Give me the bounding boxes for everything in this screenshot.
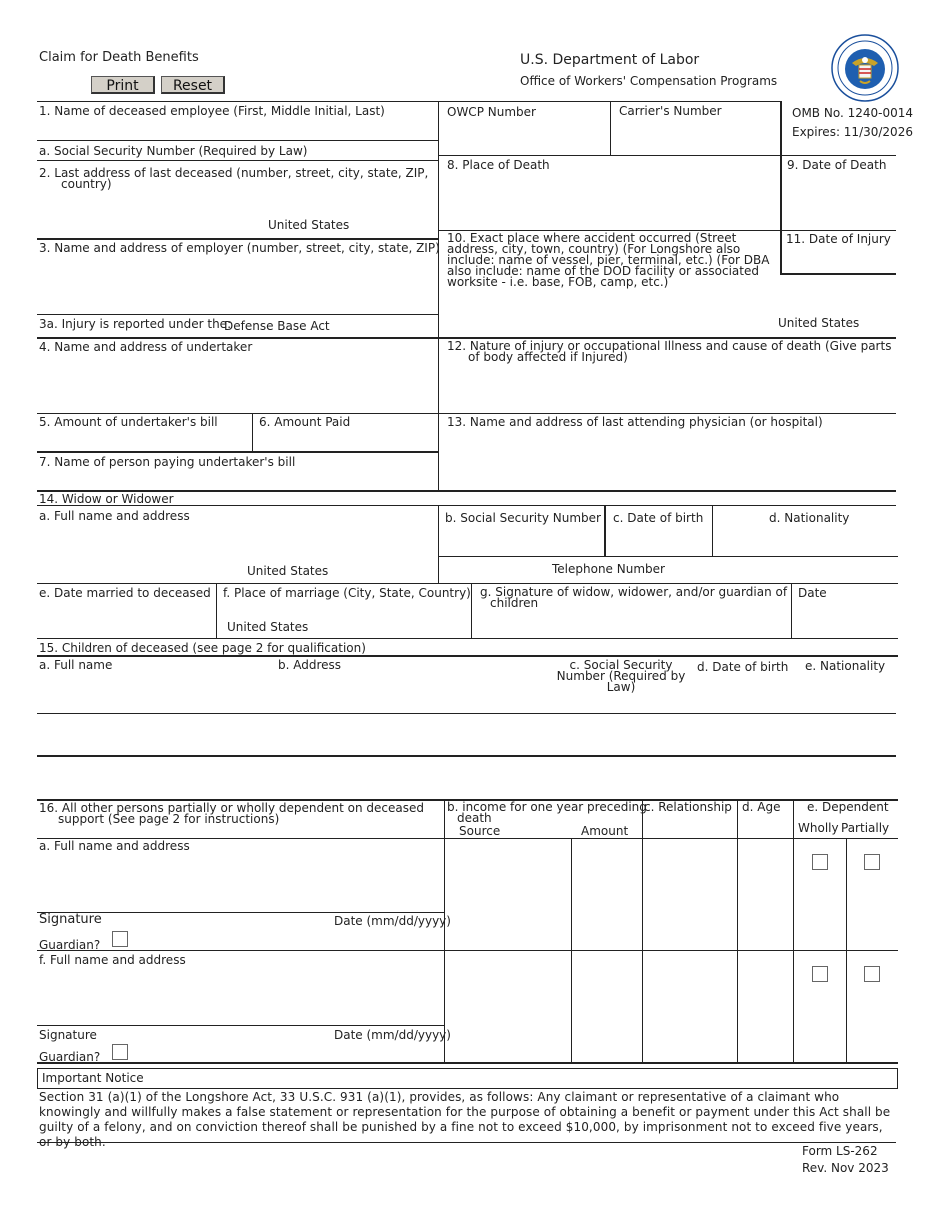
f14c-label: c. Date of birth <box>613 511 704 525</box>
partially-checkbox-1[interactable] <box>864 854 880 870</box>
f8-label: 8. Place of Death <box>447 158 550 172</box>
f16b-label: b. income for one year preceding death <box>447 800 647 825</box>
f16c-label: c. Relationship <box>644 800 732 814</box>
f15d-label: d. Date of birth <box>697 660 789 674</box>
important-notice-title: Important Notice <box>42 1071 144 1085</box>
f14d-label: d. Nationality <box>769 511 850 525</box>
guardian-checkbox-2[interactable] <box>112 1044 128 1060</box>
f14-phone-label: Telephone Number <box>552 562 665 576</box>
signature-label-1: Signature <box>39 912 102 927</box>
f14f-country: United States <box>227 620 309 634</box>
f16e-label: e. Dependent <box>807 800 889 814</box>
f16d-label: d. Age <box>742 800 781 814</box>
f7-label: 7. Name of person paying undertaker's bill <box>39 455 296 469</box>
f14f-label: f. Place of marriage (City, State, Country) <box>223 586 471 600</box>
date-label-1: Date (mm/dd/yyyy) <box>334 914 451 928</box>
notice-text: Section 31 (a)(1) of the Longshore Act, 33 U.S.C. 931 (a)(1), provides, as follows: Any claimant or representative of a claimant who knowingly and willfully makes a false statement or representation for the purpose of obtaining a benefit or payment under this Act shall be guilty of a felony, and on conviction thereof shall be punished by a fine not to exceed $10,000, by imprisonment not to exceed five years, or by both. <box>39 1090 891 1149</box>
guardian-label-1: Guardian? <box>39 938 101 952</box>
f12-label: 12. Nature of injury or occupational Illness and cause of death (Give parts of body affected if Injured) <box>447 339 892 364</box>
f14b-label: b. Social Security Number <box>445 511 601 525</box>
f10-country: United States <box>778 316 860 330</box>
date-label-2: Date (mm/dd/yyyy) <box>334 1028 451 1042</box>
f15e-label: e. Nationality <box>805 659 886 673</box>
expiry-date: Expires: 11/30/2026 <box>792 125 913 139</box>
f2-country: United States <box>268 218 350 232</box>
f16f-label: f. Full name and address <box>39 953 186 967</box>
carrier-label: Carrier's Number <box>619 104 722 118</box>
omb-number: OMB No. 1240-0014 <box>792 106 913 120</box>
f11-label: 11. Date of Injury <box>786 232 891 246</box>
f16a-label: a. Full name and address <box>39 839 190 853</box>
signature-label-2: Signature <box>39 1028 97 1042</box>
form-number: Form LS-262 <box>802 1144 878 1158</box>
revision-date: Rev. Nov 2023 <box>802 1161 889 1175</box>
wholly-checkbox-2[interactable] <box>812 966 828 982</box>
deceased-name-input[interactable] <box>38 118 436 138</box>
f15b-label: b. Address <box>278 658 342 672</box>
reset-button[interactable]: Reset <box>161 76 225 94</box>
wholly-checkbox-1[interactable] <box>812 854 828 870</box>
f6-label: 6. Amount Paid <box>259 415 351 429</box>
f15a-label: a. Full name <box>39 658 113 672</box>
f16b-source-label: Source <box>459 824 501 838</box>
f14e-label: e. Date married to deceased <box>39 586 211 600</box>
f3a-select[interactable]: Defense Base Act <box>224 319 330 333</box>
important-notice-box <box>37 1068 898 1089</box>
partially-checkbox-2[interactable] <box>864 966 880 982</box>
f14-country: United States <box>247 564 329 578</box>
f5-label: 5. Amount of undertaker's bill <box>39 415 218 429</box>
guardian-label-2: Guardian? <box>39 1050 101 1064</box>
f15c-label: c. Social Security Number (Required by Law) <box>556 658 686 694</box>
f3-label: 3. Name and address of employer (number, street, city, state, ZIP) <box>39 241 440 255</box>
f14g-label: g. Signature of widow, widower, and/or guardian of children <box>480 585 788 610</box>
f9-label: 9. Date of Death <box>787 158 887 172</box>
f16e-partially-label: Partially <box>841 821 890 835</box>
f16-label: 16. All other persons partially or wholly dependent on deceased support (See page 2 for instructions) <box>39 801 424 826</box>
f14a-label: a. Full name and address <box>39 509 190 523</box>
f16e-wholly-label: Wholly <box>798 821 839 835</box>
f1-label: 1. Name of deceased employee (First, Middle Initial, Last) <box>39 104 385 118</box>
f14-date-label: Date <box>798 586 827 600</box>
form-title: Claim for Death Benefits <box>39 50 199 65</box>
f13-label: 13. Name and address of last attending physician (or hospital) <box>447 415 823 429</box>
f2-label: 2. Last address of last deceased (number, street, city, state, ZIP, country) <box>39 166 429 191</box>
office-name: Office of Workers' Compensation Programs <box>520 74 778 88</box>
f14-label: 14. Widow or Widower <box>39 492 174 506</box>
print-button[interactable]: Print <box>91 76 155 94</box>
agency-name: U.S. Department of Labor <box>520 52 700 68</box>
f10-label: 10. Exact place where accident occurred (Street address, city, town, country) (For Longshore also include: name of vessel, pier, terminal, etc.) (For DBA also include: name of the DOD facility or associated worksite - i.e. base, FOB, camp, etc.) <box>447 231 770 289</box>
owcp-label: OWCP Number <box>447 105 536 119</box>
guardian-checkbox-1[interactable] <box>112 931 128 947</box>
ssn-label: a. Social Security Number (Required by Law) <box>39 144 308 158</box>
f16b-amount-label: Amount <box>581 824 629 838</box>
f15-label: 15. Children of deceased (see page 2 for qualification) <box>39 641 366 655</box>
f3a-label: 3a. Injury is reported under the: <box>39 317 232 331</box>
f4-label: 4. Name and address of undertaker <box>39 340 253 354</box>
department-of-labor-seal-icon <box>830 33 900 103</box>
